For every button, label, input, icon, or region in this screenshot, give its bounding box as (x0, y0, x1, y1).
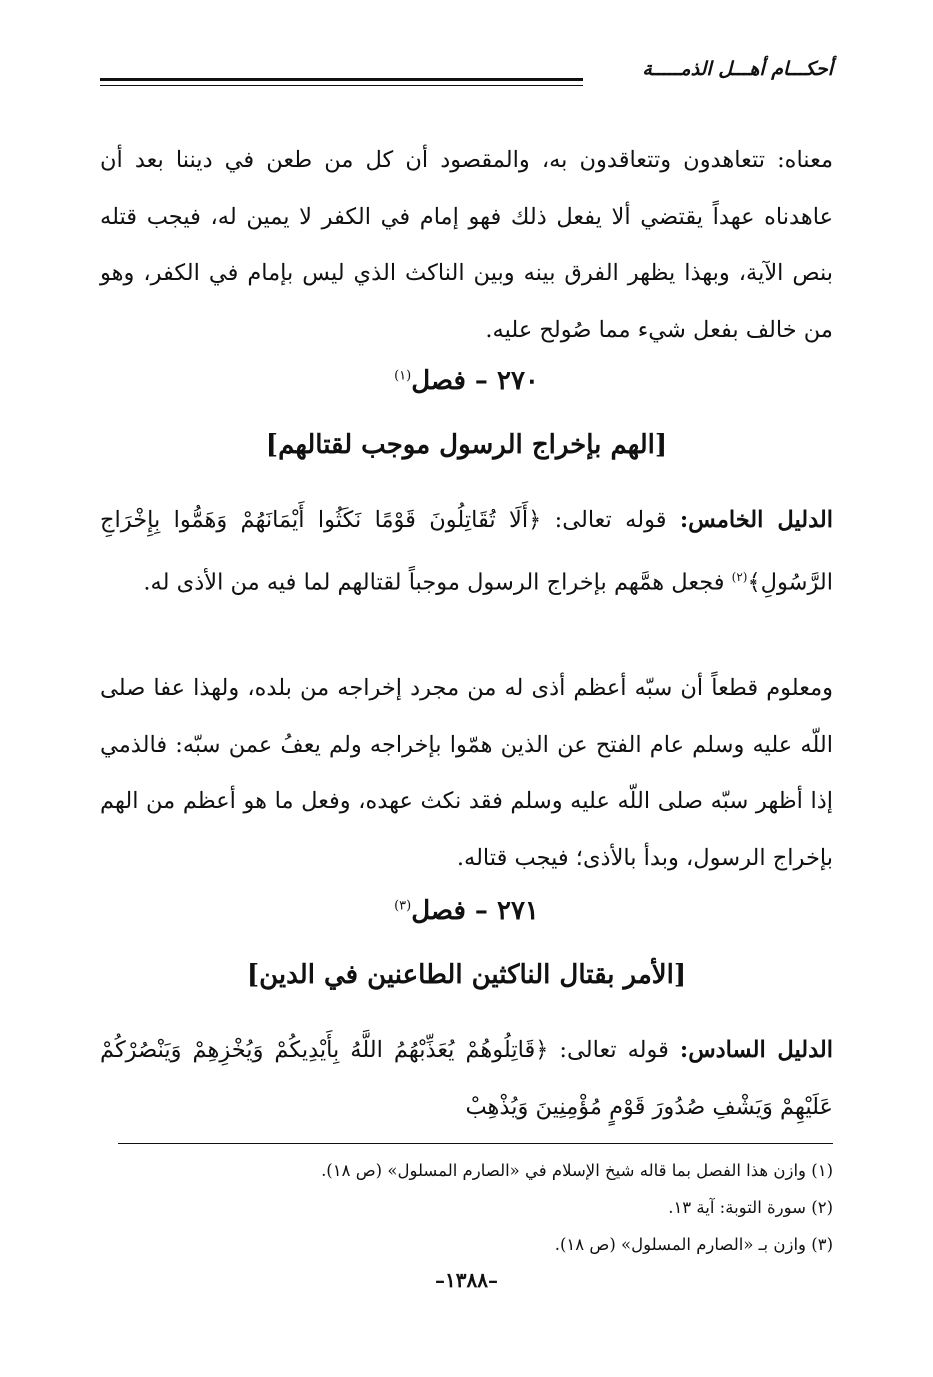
running-header (100, 58, 833, 98)
quran-verse: قوله تعالى: ﴿قَاتِلُوهُمْ يُعَذِّبْهُمُ اللَّهُ بِأَيْدِيكُمْ وَيُخْزِهِمْ وَيَنْصُرْكُمْ عَلَيْهِمْ وَيَشْفِ صُدُورَ قَوْمٍ مُؤْمِنِينَ وَيُذْهِبْ (100, 1037, 833, 1120)
paragraph-text: فجعل همَّهم بإخراج الرسول موجباً لقتالهم لما فيه من الأذى له. (143, 569, 732, 595)
footnote-1: (١) وازن هذا الفصل بما قاله شيخ الإسلام في «الصارم المسلول» (ص ١٨). (321, 1161, 833, 1180)
evidence-label: الدليل الخامس: (679, 507, 834, 533)
paragraph-3: ومعلوم قطعاً أن سبّه أعظم أذى له من مجرد إخراجه من بلده، ولهذا عفا صلى اللّه عليه وسلم عام الفتح عن الذين همّوا بإخراجه ولم يعفُ عمن سبّه: فالذمي إذا أظهر سبّه صلى اللّه عليه وسلم فقد نكث عهده، وفعل ما هو أعظم من الهم بإخراج الرسول، وبدأ بالأذى؛ فيجب قتاله. (100, 675, 833, 871)
quran-verse: قوله تعالى: ﴿أَلَا تُقَاتِلُونَ قَوْمًا نَكَثُوا أَيْمَانَهُمْ وَهَمُّوا بِإِخْرَاجِ الرَّسُولِ﴾ (100, 507, 833, 595)
paragraph-block-2 (100, 492, 833, 611)
paragraph-2 (100, 492, 833, 611)
section-number: ٢٧١ – فصل (411, 896, 539, 926)
footnote-3: (٣) وازن بـ «الصارم المسلول» (ص ١٨). (554, 1235, 833, 1254)
page-number: –١٣٨٨– (435, 1268, 498, 1292)
evidence-label: الدليل السادس: (679, 1037, 833, 1063)
footnote-2: (٢) سورة التوبة: آية ١٣. (668, 1198, 833, 1217)
section-title-271: [الأمر بقتال الناكثين الطاعنين في الدين] (246, 960, 687, 990)
paragraph-1: معناه: تتعاهدون وتتعاقدون به، والمقصود أن كل من طعن في ديننا بعد أن عاهدناه عهداً يقتضي ألا يفعل ذلك فهو إمام في الكفر لا يمين له، فيجب قتله بنص الآية، وبهذا يظهر الفرق بينه وبين الناكث الذي ليس بإمام في الكفر، وهو من خالف بفعل شيء مما صُولح عليه. (100, 147, 833, 343)
header-double-rule (100, 78, 583, 86)
footnote-separator (118, 1143, 833, 1144)
section-heading-270 (0, 366, 933, 396)
section-title-270: [الهم بإخراج الرسول موجب لقتالهم] (265, 430, 668, 460)
footnotes (100, 1152, 833, 1263)
section-number: ٢٧٠ – فصل (411, 366, 539, 396)
paragraph-block-4 (100, 1022, 833, 1135)
footnote-ref: (١) (394, 368, 412, 384)
paragraph-block-3 (100, 660, 833, 886)
paragraph-block-1 (100, 132, 833, 358)
footnote-ref: (٢) (731, 569, 748, 584)
section-heading-271 (0, 896, 933, 926)
paragraph-4 (100, 1022, 833, 1135)
footnote-ref: (٣) (394, 898, 412, 914)
running-header-title: أحكـــام أهـــل الذمـــــة (642, 58, 833, 80)
